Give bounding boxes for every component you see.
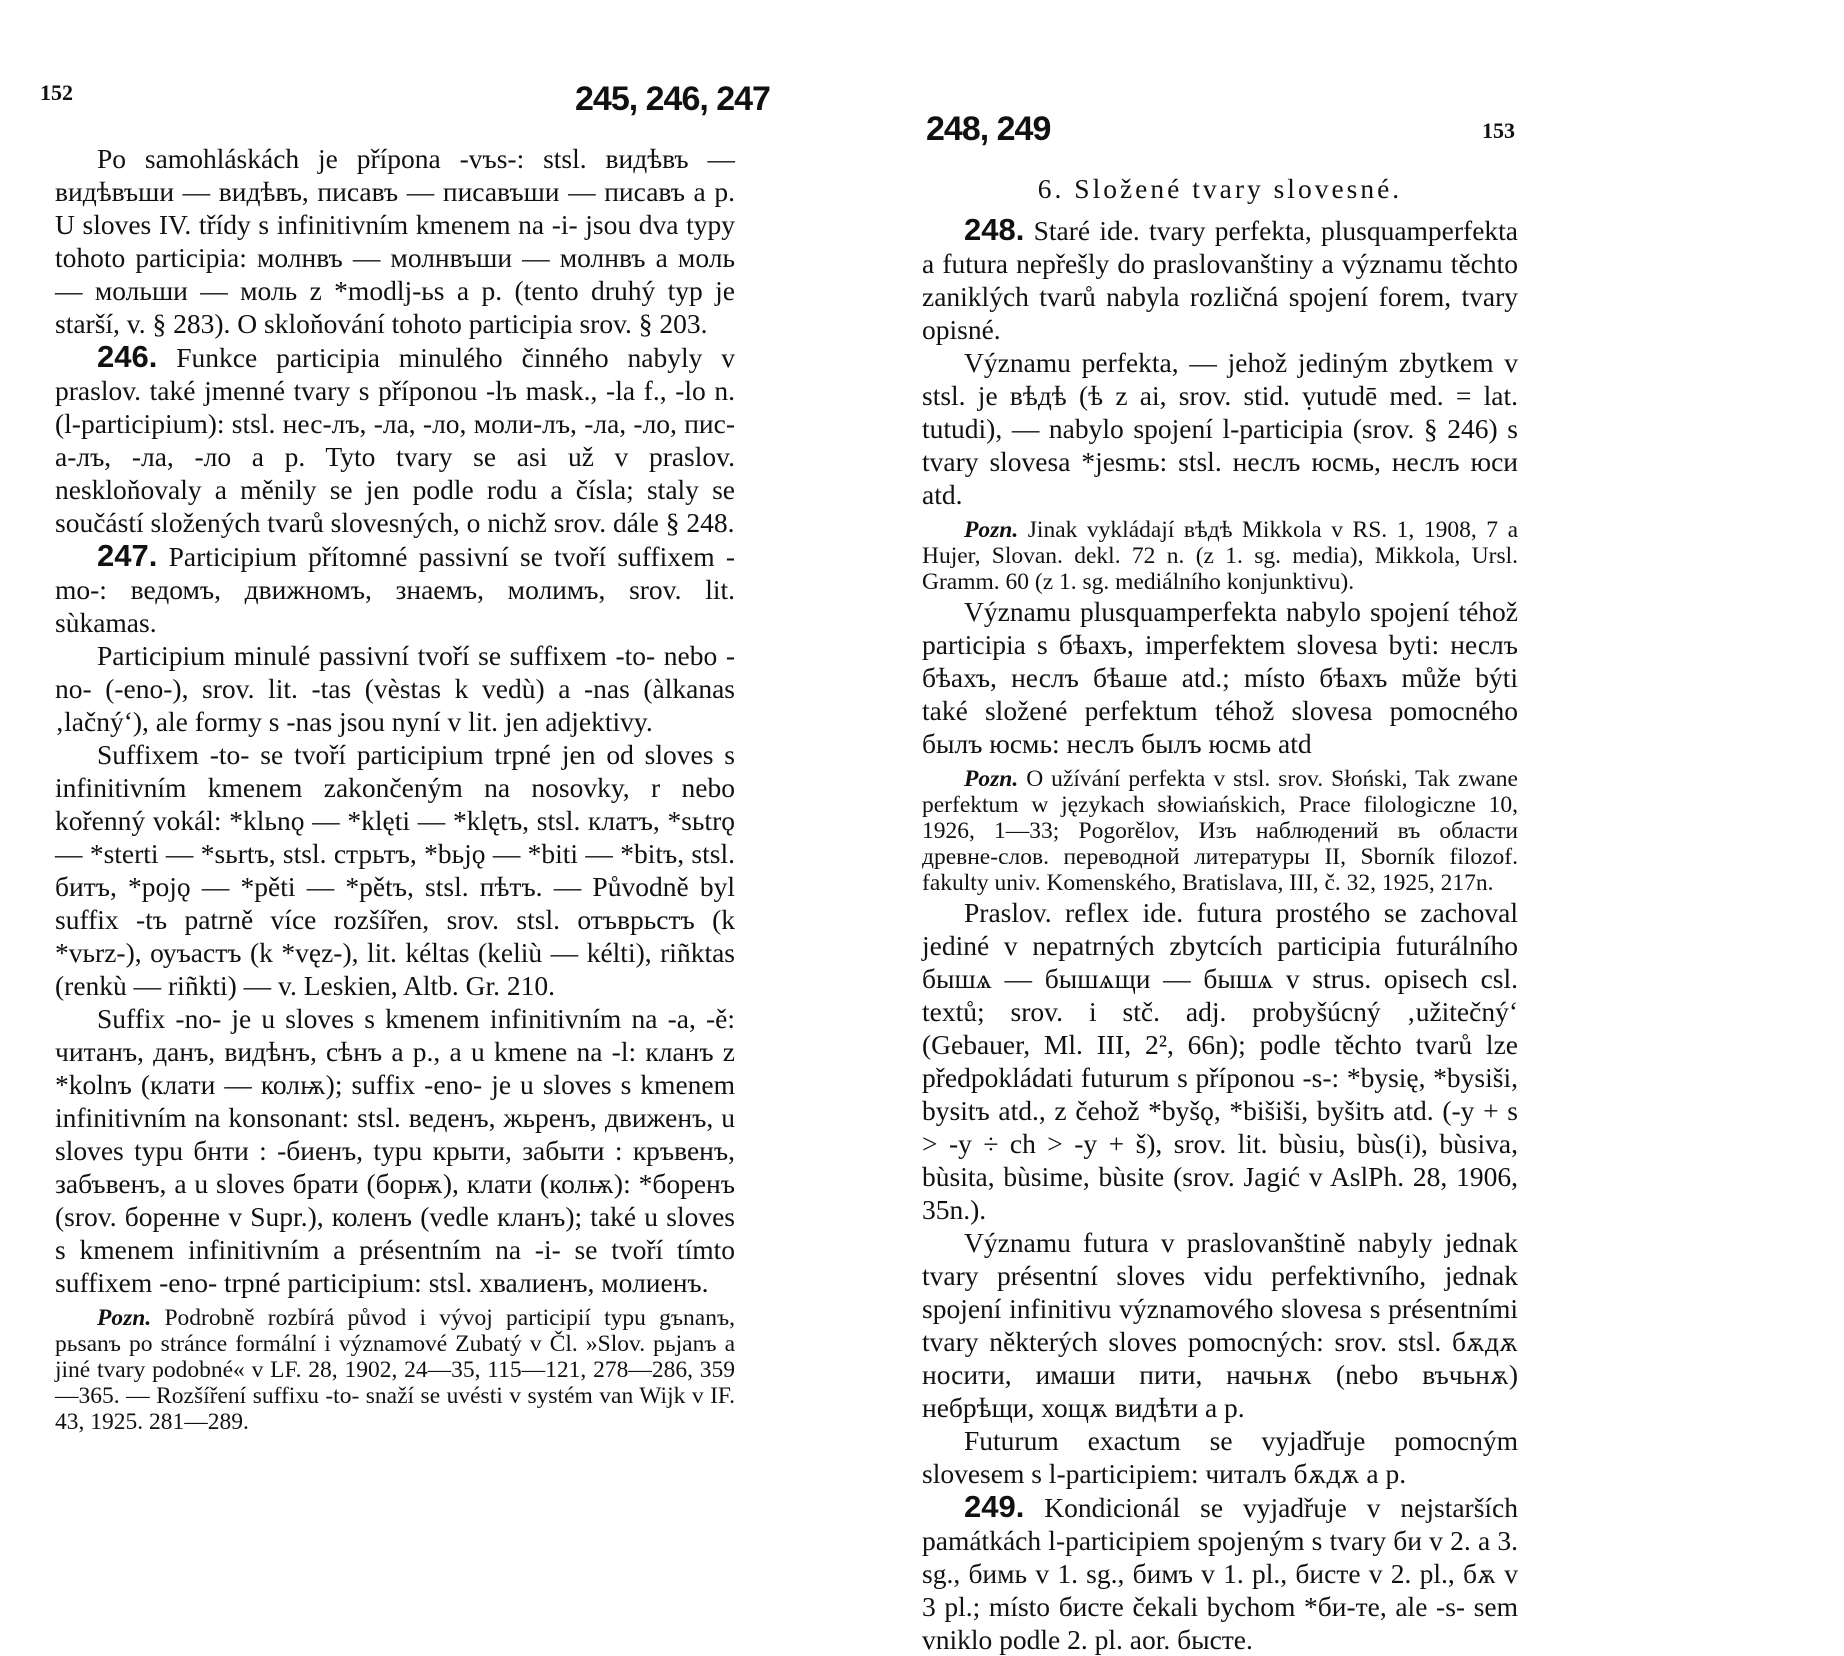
right-page	[922, 0, 1844, 1655]
section-text: Participium přítomné passivní se tvoří suffixem -mo-: ведомъ, движномъ, знаемъ, молимъ, srov. lit. sùkamas.	[55, 541, 735, 638]
paragraph: Významu futura v praslovanštině nabyly jednak tvary présentní sloves vidu perfektivního, jednak spojení infinitivu významového slovesa s présentními tvary některých sloves pomocných: srov. stsl. бѫдѫ носити, имаши пити, начьнѫ (nebo въчьнѫ) небрѣщи, хощѫ видѣти a p.	[922, 1227, 1518, 1423]
footnote	[922, 766, 1518, 896]
footnote	[922, 517, 1518, 595]
note-label: Pozn.	[964, 766, 1019, 792]
section-range-right: 248, 249	[926, 110, 1051, 148]
section-text: Staré ide. tvary perfekta, plusquamperfekta a futura nepřešly do praslovanštiny a významu těchto zaniklých tvarů nabyla rozličná spojení forem, tvary opisné.	[922, 215, 1518, 345]
note-text: Jinak vykládají вѣдѣ Mikkola v RS. 1, 1908, 7 a Hujer, Slovan. dekl. 72 n. (z 1. sg. media), Mikkola, Ursl. Gramm. 60 (z 1. sg. mediálního konjunktivu).	[922, 517, 1519, 595]
note-label: Pozn.	[97, 1305, 152, 1331]
note-label: Pozn.	[964, 517, 1019, 543]
footnote	[55, 1305, 735, 1435]
right-column	[922, 172, 1518, 1656]
paragraph: Po samohláskách je přípona -vъs-: stsl. видѣвъ — видѣвъши — видѣвъ, писавъ — писавъши — писавъ a p. U sloves IV. třídy s infinitivním kmenem na -i- jsou dva typy tohoto participia: молнвъ — молнвъши — молнвъ a моль — мольши — моль z *modlj-ьs a p. (tento druhý typ je starší, v. § 283). O skloňování tohoto participia srov. § 203.	[55, 143, 735, 339]
paragraph: Významu perfekta, — jehož jediným zbytkem v stsl. je вѣдѣ (ѣ z ai, srov. stid. ṿutudē med. = lat. tutudi), — nabylo spojení l-participia (srov. § 246) s tvary slovesa *jesmь: stsl. неслъ юсмь, неслъ юси atd.	[922, 347, 1518, 510]
section-249	[922, 1490, 1518, 1656]
paragraph: Futurum exactum se vyjadřuje pomocným slovesem s l-participiem: читалъ бѫдѫ a p.	[922, 1425, 1518, 1489]
page-number-left: 152	[40, 80, 73, 105]
section-text: Kondicionál se vyjadřuje v nejstarších památkách l-participiem spojeným s tvary би v 2. a 3. sg., бимь v 1. sg., бимъ v 1. pl., бисте v 2. pl., бѫ v 3 pl.; místo бисте čekali bychom *би-те, ale -s- sem vniklo podle 2. pl. aor. бысте.	[922, 1492, 1518, 1655]
section-246	[55, 340, 735, 539]
section-number: 248.	[964, 212, 1025, 247]
section-248	[922, 213, 1518, 346]
paragraph: Participium minulé passivní tvoří se suffixem -to- nebo -no- (-eno-), srov. lit. -tas (vèstas k vedù) a -nas (àlkanas ‚lačný‘), ale formy s -nas jsou nyní v lit. jen adjektivy.	[55, 640, 735, 737]
paragraph: Významu plusquamperfekta nabylo spojení téhož participia s бѣахъ, imperfektem slovesa byti: неслъ бѣахъ, неслъ бѣаше atd.; místo бѣахъ může býti také složené perfektum téhož slovesa pomocného былъ юсмь: неслъ былъ юсмь atd	[922, 596, 1518, 759]
left-column	[55, 142, 735, 1435]
paragraph: Suffix -no- je u sloves s kmenem infinitivním na -a, -ě: читанъ, данъ, видѣнъ, сѣнъ a p., a u kmene na -l: кланъ z *kolnъ (клати — колѭ); suffix -eno- je u sloves s kmenem infinitivním na konsonant: stsl. веденъ, жьренъ, движенъ, u sloves typu бнти : -биенъ, typu крыти, забыти : кръвенъ, забъвенъ, a u sloves брати (борѭ), клати (колѭ): *боренъ (srov. боренне v Supr.), коленъ (vedle кланъ); také u sloves s kmenem infinitivním a présentním na -i- se tvoří tímto suffixem -eno- trpné participium: stsl. хвалиенъ, молиенъ.	[55, 1003, 735, 1298]
left-page	[0, 0, 922, 1500]
section-number: 247.	[97, 538, 158, 573]
note-text: O užívání perfekta v stsl. srov. Słoński, Tak zwane perfektum w językach słowiańskich, Prace filologiczne 10, 1926, 1—33; Pogorělov, Изъ наблюдений въ области древне-слов. переводной литературы II, Sborník filozof. fakulty univ. Komenského, Bratislava, III, č. 32, 1925, 217n.	[922, 766, 1518, 896]
section-number: 246.	[97, 339, 158, 374]
page-number-right: 153	[1482, 118, 1515, 143]
paragraph: Praslov. reflex ide. futura prostého se zachoval jediné v nepatrných zbytcích participia futurálního бышѧ — бышѧщи — бышѧ v strus. opisech csl. textů; srov. i stč. adj. probyšúcný ‚užitečný‘ (Gebauer, Ml. III, 2², 66n); podle těchto tvarů lze předpokládati futurum s příponou -s-: *bysię, *bysiši, bysitъ atd., z čehož *byšǫ, *bišiši, byšitъ atd. (-y + s > -y ÷ ch > -y + š), srov. lit. bùsiu, bùs(i), bùsiva, bùsita, bùsime, bùsite (srov. Jagić v AslPh. 28, 1906, 35n.).	[922, 897, 1518, 1225]
note-text: Podrobně rozbírá původ i vývoj participií typu gъnanъ, pьsanъ po stránce formální i významové Zubatý v Čl. »Slov. pьjanъ a jiné tvary podobné« v LF. 28, 1902, 24—35, 115—121, 278—286, 359—365. — Rozšíření suffixu -to- snaží se uvésti v systém van Wijk v IF. 43, 1925. 281—289.	[55, 1305, 736, 1435]
chapter-heading: 6. Složené tvary slovesné.	[1037, 173, 1403, 204]
section-number: 249.	[964, 1489, 1025, 1524]
section-range-left: 245, 246, 247	[575, 80, 770, 118]
section-text: Funkce participia minulého činného nabyly v praslov. také jmenné tvary s příponou -lъ mask., -la f., -lo n. (l-participium): stsl. нес-лъ, -ла, -ло, моли-лъ, -ла, -ло, пис-а-лъ, -ла, -ло a p. Tyto tvary se asi už v praslov. neskloňovaly a měnily se jen podle rodu a čísla; staly se součástí složených tvarů slovesných, o nichž srov. dále § 248.	[55, 342, 735, 538]
section-247	[55, 539, 735, 639]
paragraph: Suffixem -to- se tvoří participium trpné jen od sloves s infinitivním kmenem zakončeným na nosovky, r nebo kořenný vokál: *klьnǫ — *klęti — *klętъ, stsl. клатъ, *sьtrǫ — *sterti — *sьrtъ, stsl. стрьтъ, *bьjǫ — *biti — *bitъ, stsl. битъ, *pojǫ — *pěti — *pětъ, stsl. пѣтъ. — Původně byl suffix -tъ patrně více rozšířen, srov. stsl. отъврьстъ (k *vьrz-), оуъастъ (k *vęz-), lit. kéltas (keliù — kélti), riñktas (renkù — riñkti) — v. Leskien, Altb. Gr. 210.	[55, 739, 735, 1001]
